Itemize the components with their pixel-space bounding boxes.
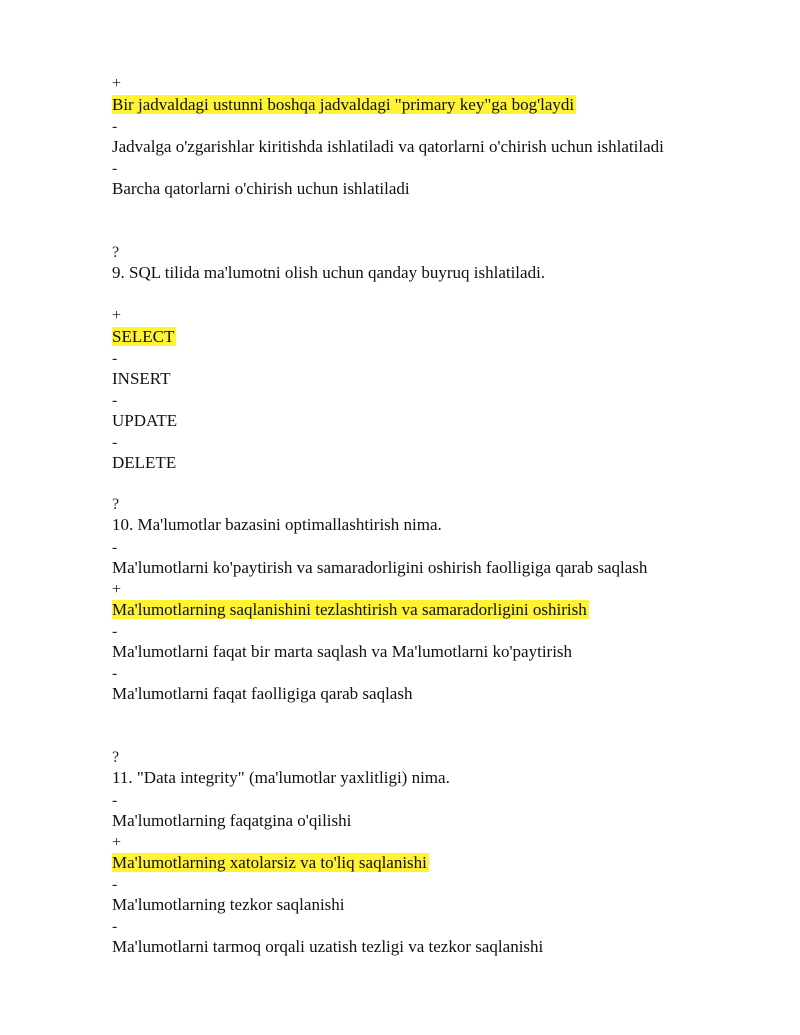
answer-option: Ma'lumotlarni tarmoq orqali uzatish tezligi va tezkor saqlanishi: [112, 937, 544, 956]
answer-option-correct: [112, 327, 176, 347]
answer-option: UPDATE: [112, 411, 178, 430]
question-text: 10. Ma'lumotlar bazasini optimallashtirish nima.: [112, 515, 442, 534]
answer-marker: -: [112, 392, 118, 409]
answer-marker: -: [112, 623, 118, 640]
answer-option: INSERT: [112, 369, 171, 388]
answer-marker-correct: +: [112, 581, 122, 598]
question-text: 11. "Data integrity" (ma'lumotlar yaxlitligi) nima.: [112, 768, 450, 787]
answer-marker: -: [112, 160, 118, 177]
answer-option: DELETE: [112, 453, 177, 472]
question-marker: ?: [112, 244, 120, 261]
answer-text: Ma'lumotlarning saqlanishini tezlashtirish va samaradorligini oshirish: [112, 600, 587, 619]
answer-marker-correct: +: [112, 834, 122, 851]
answer-marker: -: [112, 665, 118, 682]
answer-option: Ma'lumotlarning faqatgina o'qilishi: [112, 811, 352, 830]
question-marker: ?: [112, 496, 120, 513]
answer-text: Ma'lumotlarning xatolarsiz va to'liq saqlanishi: [112, 853, 427, 872]
answer-option: Jadvalga o'zgarishlar kiritishda ishlatiladi va qatorlarni o'chirish uchun ishlatiladi: [112, 137, 664, 156]
answer-text: SELECT: [112, 327, 175, 346]
answer-option-correct: [112, 600, 589, 620]
answer-marker: -: [112, 434, 118, 451]
answer-text: Bir jadvaldagi ustunni boshqa jadvaldagi "primary key"ga bog'laydi: [112, 95, 575, 114]
answer-marker-correct: +: [112, 307, 122, 324]
answer-marker: -: [112, 918, 118, 935]
answer-marker: -: [112, 876, 118, 893]
answer-option-correct: [112, 853, 429, 873]
question-marker: ?: [112, 749, 120, 766]
answer-marker: -: [112, 539, 118, 556]
question-text: 9. SQL tilida ma'lumotni olish uchun qanday buyruq ishlatiladi.: [112, 263, 546, 282]
answer-option: Ma'lumotlarni faqat bir marta saqlash va Ma'lumotlarni ko'paytirish: [112, 642, 573, 661]
answer-marker: -: [112, 118, 118, 135]
answer-option: Ma'lumotlarning tezkor saqlanishi: [112, 895, 345, 914]
answer-marker: -: [112, 350, 118, 367]
answer-option: Ma'lumotlarni faqat faolligiga qarab saqlash: [112, 684, 413, 703]
answer-option: Barcha qatorlarni o'chirish uchun ishlatiladi: [112, 179, 410, 198]
answer-marker: -: [112, 792, 118, 809]
answer-option: Ma'lumotlarni ko'paytirish va samaradorligini oshirish faolligiga qarab saqlash: [112, 558, 648, 577]
answer-marker-correct: +: [112, 75, 122, 92]
answer-option-correct: [112, 95, 576, 115]
